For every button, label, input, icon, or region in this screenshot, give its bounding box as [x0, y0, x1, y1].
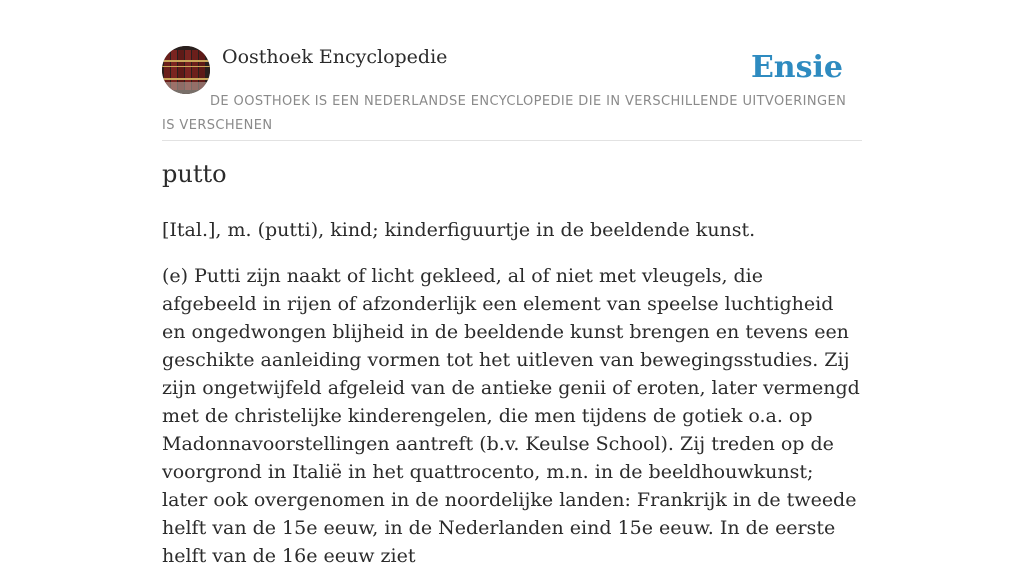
publication-avatar[interactable]: [162, 46, 210, 94]
ensie-logo-link[interactable]: Ensie: [750, 50, 843, 85]
publication-tagline: DE OOSTHOEK IS EEN NEDERLANDSE ENCYCLOPEDIE DIE IN VERSCHILLENDE UITVOERINGEN IS VERSCHENEN: [162, 94, 847, 133]
article-title: putto: [162, 160, 227, 188]
header: [162, 0, 862, 141]
publication-name-link[interactable]: Oosthoek Encyclopedie: [222, 46, 448, 68]
article-paragraph: (e) Putti zijn naakt of licht gekleed, al of niet met vleugels, die afgebeeld in rijen of afzonderlijk een element van speelse luchtigheid en ongedwongen blijheid in de beeldende kunst brengen en tevens een geschikte aanleiding vormen tot het uitleven van bewegingsstudies. Zij zijn ongetwijfeld afgeleid van de antieke genii of eroten, later vermengd met de christelijke kinderengelen, die men tijdens de gotiek o.a. op Madonnavoorstellingen aantreft (b.v. Keulse School). Zij treden op de voorgrond in Italië in het quattrocento, m.n. in de beeldhouwkunst; later ook overgenomen in de noordelijke landen: Frankrijk in de tweede helft van de 15e eeuw, in de Nederlanden eind 15e eeuw. In de eerste helft van de 16e eeuw ziet: [162, 265, 860, 567]
page: [162, 0, 862, 567]
article-definition: [Ital.], m. (putti), kind; kinderfiguurtje in de beeldende kunst.: [162, 219, 756, 241]
article-body: [162, 216, 862, 588]
encyclopedia-books-icon: [162, 46, 210, 94]
